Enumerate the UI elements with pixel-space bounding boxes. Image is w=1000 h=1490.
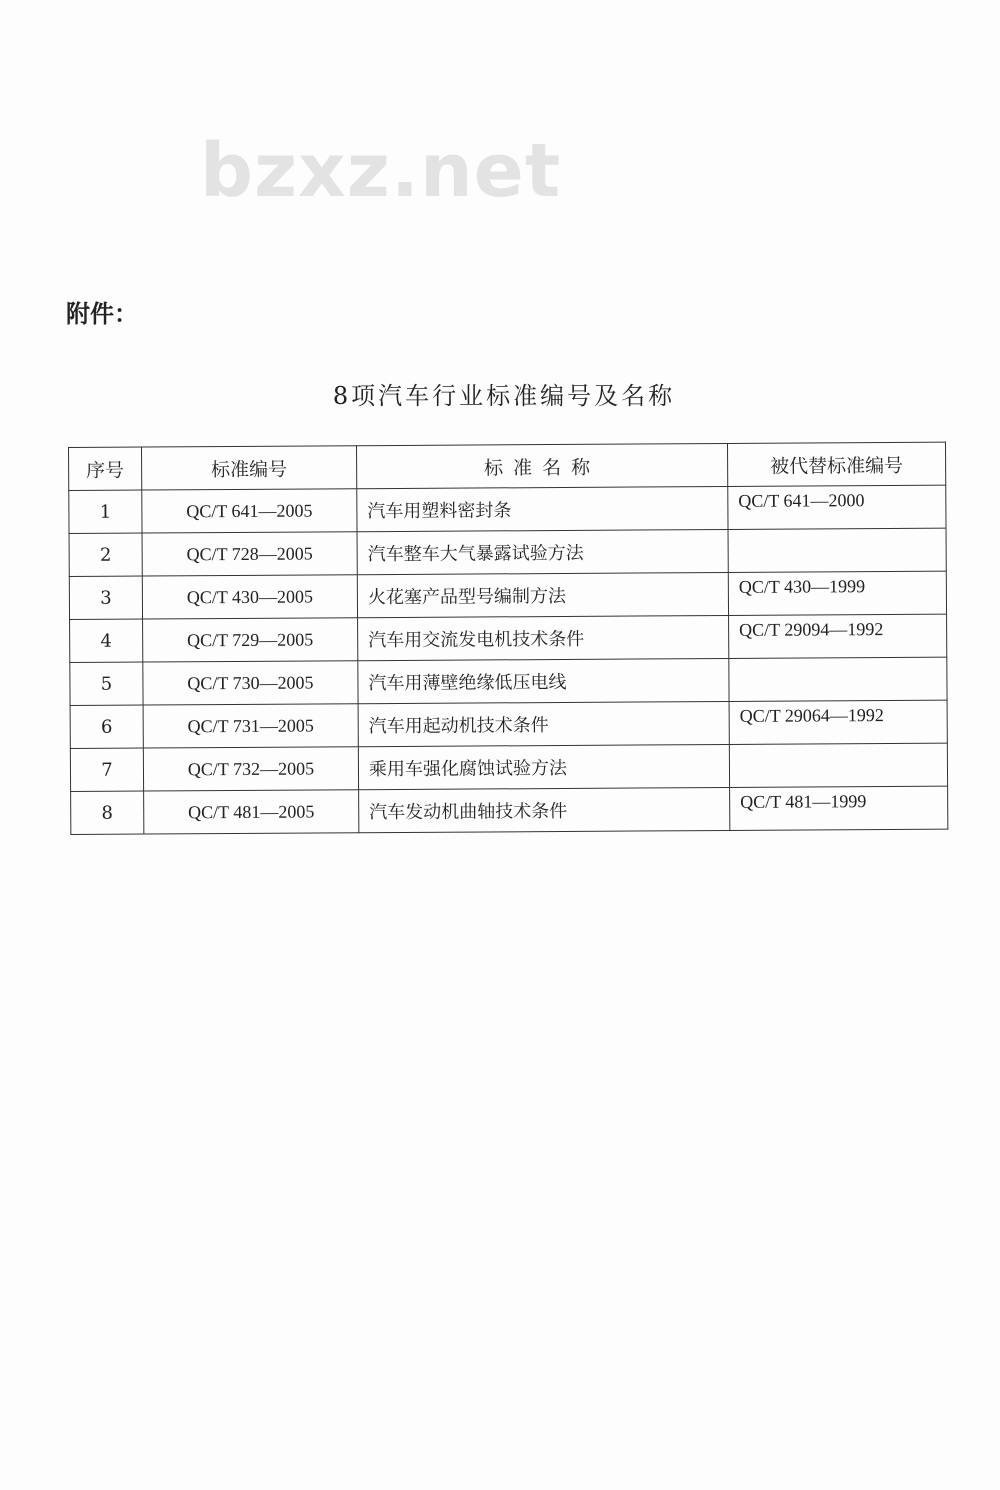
replaced-code: QC/T 29064—1992	[729, 700, 947, 744]
standard-code: QC/T 641—2005	[142, 489, 357, 533]
row-number: 8	[71, 791, 144, 834]
replaced-code: QC/T 641—2000	[728, 485, 946, 529]
replaced-code	[729, 657, 947, 701]
row-number: 6	[70, 705, 143, 748]
table-row	[70, 743, 947, 791]
table-row	[69, 528, 946, 576]
document-title: 8项汽车行业标准编号及名称	[332, 382, 676, 410]
table-row	[70, 614, 947, 662]
table-row	[71, 786, 948, 834]
replaced-code	[728, 528, 946, 572]
watermark: bzxz.net	[200, 128, 562, 214]
standard-code: QC/T 732—2005	[143, 747, 358, 791]
standards-table	[68, 442, 948, 835]
header-replaced: 被代替标准编号	[727, 442, 945, 486]
header-name: 标准名称	[356, 443, 727, 488]
header-no: 序号	[69, 447, 142, 490]
standard-name: 乘用车强化腐蚀试验方法	[358, 744, 729, 789]
standard-name: 汽车发动机曲轴技术条件	[359, 787, 730, 832]
attachment-label: 附件：	[66, 300, 138, 328]
standard-code: QC/T 430—2005	[142, 575, 357, 619]
row-number: 1	[69, 490, 142, 533]
standard-code: QC/T 481—2005	[144, 790, 359, 834]
standard-name: 汽车用薄壁绝缘低压电线	[358, 658, 729, 703]
row-number: 2	[69, 533, 142, 576]
standard-code: QC/T 728—2005	[142, 532, 357, 576]
replaced-code: QC/T 430—1999	[728, 571, 946, 615]
standard-name: 汽车用交流发电机技术条件	[358, 615, 729, 660]
row-number: 3	[69, 576, 142, 619]
replaced-code: QC/T 29094—1992	[729, 614, 947, 658]
table-row	[70, 700, 947, 748]
standard-code: QC/T 729—2005	[143, 618, 358, 662]
standard-name: 汽车用塑料密封条	[357, 486, 728, 531]
table-row	[70, 657, 947, 705]
replaced-code: QC/T 481—1999	[730, 786, 948, 830]
replaced-code	[729, 743, 947, 787]
table-row	[69, 485, 946, 533]
standard-name: 火花塞产品型号编制方法	[357, 572, 728, 617]
standard-name: 汽车用起动机技术条件	[358, 701, 729, 746]
table-body	[69, 485, 948, 834]
row-number: 4	[70, 619, 143, 662]
table-header-row	[69, 442, 946, 490]
standard-code: QC/T 730—2005	[143, 661, 358, 705]
row-number: 5	[70, 662, 143, 705]
standard-code: QC/T 731—2005	[143, 704, 358, 748]
table-row	[69, 571, 946, 619]
standard-name: 汽车整车大气暴露试验方法	[357, 529, 728, 574]
row-number: 7	[70, 748, 143, 791]
header-code: 标准编号	[142, 446, 357, 490]
